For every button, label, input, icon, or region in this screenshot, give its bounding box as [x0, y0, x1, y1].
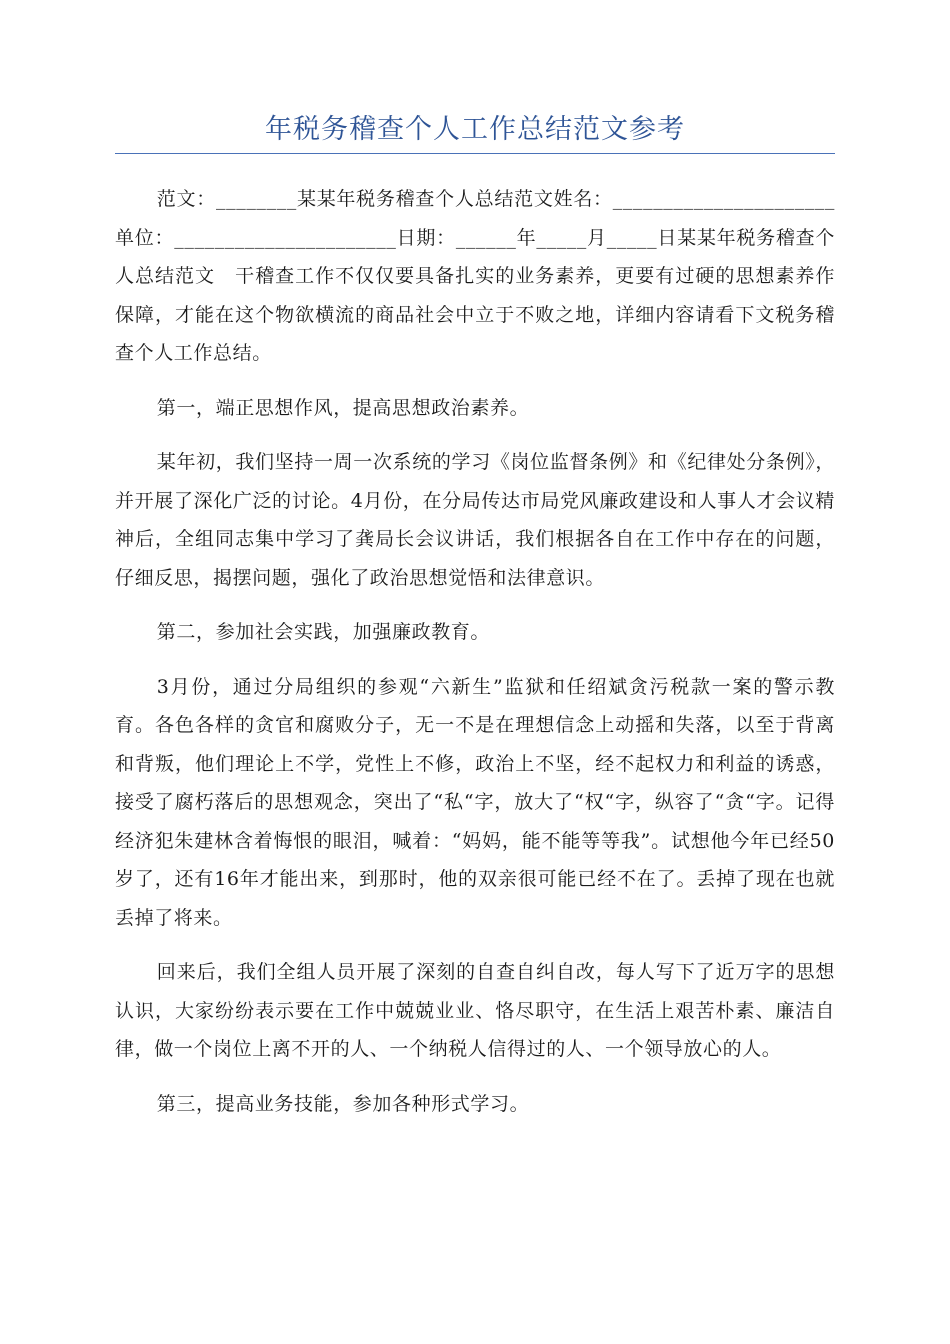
title-underline: [115, 153, 835, 154]
document-title: 年税务稽查个人工作总结范文参考: [265, 114, 685, 145]
paragraph-self-inspection: 回来后，我们全组人员开展了深刻的自查自纠自改，每人写下了近万字的思想认识，大家纷纷表示要在工作中兢兢业业、恪尽职守，在生活上艰苦朴素、廉洁自律，做一个岗位上离不开的人、一个纳税人信得过的人、一个领导放心的人。: [115, 961, 835, 1060]
paragraph-warning-education: 3月份，通过分局组织的参观“六新生”监狱和任绍斌贪污税款一案的警示教育。各色各样的贪官和腐败分子，无一不是在理想信念上动摇和失落，以至于背离和背叛，他们理论上不学，党性上不修，政治上不坚，经不起权力和利益的诱惑，接受了腐朽落后的思想观念，突出了“私“字，放大了“权“字，纵容了“贪“字。记得经济犯朱建林含着悔恨的眼泪，喊着：“妈妈，能不能等等我”。试想他今年已经50岁了，还有16年才能出来，到那时，他的双亲很可能已经不在了。丢掉了现在也就丢掉了将来。: [115, 675, 835, 929]
paragraph-heading-3: 第三，提高业务技能，参加各种形式学习。: [156, 1092, 530, 1115]
paragraph-heading-2: 第二，参加社会实践，加强廉政教育。: [156, 621, 490, 643]
paragraph-heading-1: 第一，端正思想作风，提高思想政治素养。: [156, 396, 530, 419]
paragraph-study: 某年初，我们坚持一周一次系统的学习《岗位监督条例》和《纪律处分条例》，并开展了深化广泛的讨论。4月份，在分局传达市局党风廉政建设和人事人才会议精神后，全组同志集中学习了龚局长会议讲话，我们根据各自在工作中存在的问题，仔细反思，揭摆问题，强化了政治思想觉悟和法律意识。: [115, 451, 835, 589]
document-body: [115, 180, 835, 1139]
paragraph-intro: 范文：________某某年税务稽查个人总结范文姓名：______________________单位：______________________日期：______年_____月_____日某某年税务稽查个人总结范文 干稽查工作不仅仅要具备扎实的业务素养，更要有过硬的思想素养作保障，才能在这个物欲横流的商品社会中立于不败之地，详细内容请看下文税务稽查个人工作总结。: [115, 188, 835, 364]
